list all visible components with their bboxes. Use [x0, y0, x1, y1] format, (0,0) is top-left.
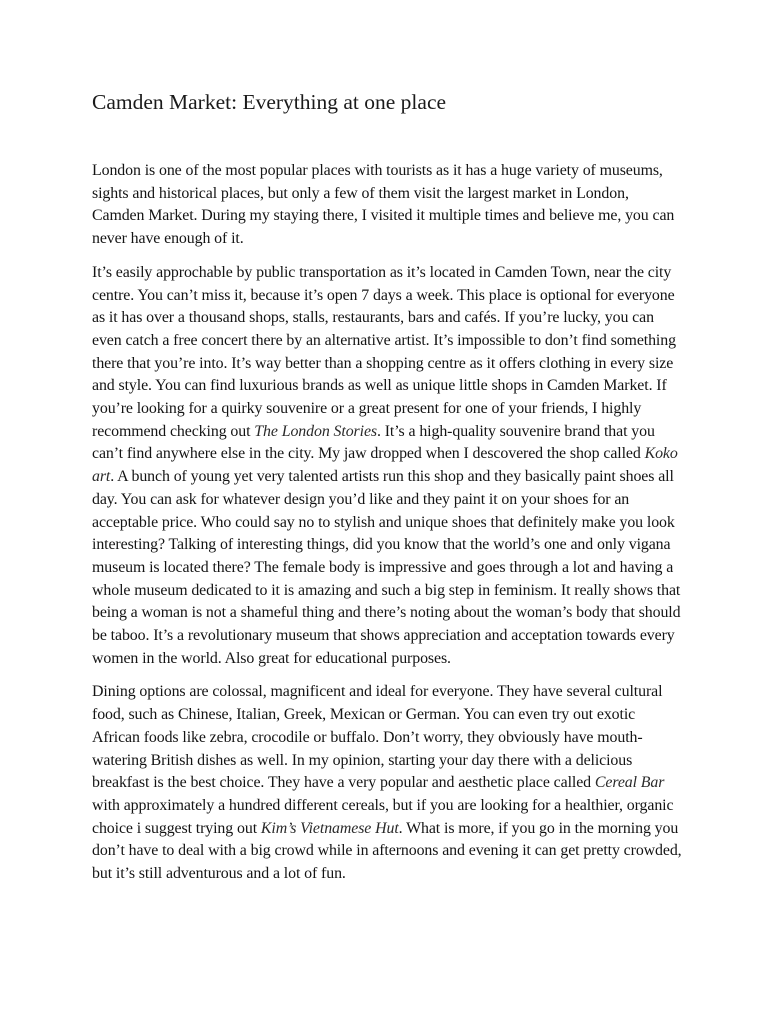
document-body	[92, 160, 682, 897]
paragraph-intro	[92, 160, 682, 251]
place-name-cereal-bar: Cereal Bar	[594, 774, 665, 792]
text-run: . It’s a high-quality souvenire brand that you can’t find anywhere else in the city. My jaw dropped when I descovered the shop called	[92, 422, 655, 463]
shop-name-koko-art: Koko art	[92, 445, 678, 486]
paragraph-shopping	[92, 262, 682, 671]
paragraph-dining	[92, 681, 682, 885]
text-run: with approximately a hundred different cereals, but if you are looking for a healthier, organic choice i suggest trying out	[92, 796, 674, 837]
text-run: London is one of the most popular places with tourists as it has a huge variety of museums, sights and historical places, but only a few of them visit the largest market in London, Camden Market. During my staying there, I visited it multiple times and believe me, you can never have enough of it.	[92, 162, 675, 248]
document-title: Camden Market: Everything at one place	[92, 90, 447, 114]
shop-name-the-london-stories: The London Stories	[254, 422, 377, 440]
text-run: It’s easily approchable by public transportation as it’s located in Camden Town, near the city centre. You can’t miss it, because it’s open 7 days a week. This place is optional for everyone as it has over a thousand shops, stalls, restaurants, bars and cafés. If you’re lucky, you can even catch a free concert there by an alternative artist. It’s impossible to don’t find something there that you’re into. It’s way better than a shopping centre as it offers clothing in every size and style. You can find luxurious brands as well as unique little shops in Camden Market. If you’re looking for a quirky souvenire or a great present for one of your friends, I highly recommend checking out	[92, 263, 676, 440]
text-run: Dining options are colossal, magnificent and ideal for everyone. They have several cultural food, such as Chinese, Italian, Greek, Mexican or German. You can even try out exotic African foods like zebra, crocodile or buffalo. Don’t worry, they obviously have mouth-watering British dishes as well. In my opinion, starting your day there with a delicious breakfast is the best choice. They have a very popular and aesthetic place called	[92, 683, 663, 792]
text-run: . What is more, if you go in the morning you don’t have to deal with a big crowd while in afternoons and evening it can get pretty crowded, but it’s still adventurous and a lot of fun.	[92, 819, 682, 883]
place-name-kims-vietnamese-hut: Kim’s Vietnamese Hut	[260, 819, 399, 837]
text-run: . A bunch of young yet very talented artists run this shop and they basically paint shoes all day. You can ask for whatever design you’d like and they paint it on your shoes for an acceptable price. Who could say no to stylish and unique shoes that definitely make you look interesting? Talking of interesting things, did you know that the world’s one and only vigana museum is located there? The female body is impressive and goes through a lot and having a whole museum dedicated to it is amazing and such a big step in feminism. It really shows that being a woman is not a shameful thing and there’s noting about the woman’s body that should be taboo. It’s a revolutionary museum that shows appreciation and acceptation towards every women in the world. Also great for educational purposes.	[92, 468, 681, 667]
